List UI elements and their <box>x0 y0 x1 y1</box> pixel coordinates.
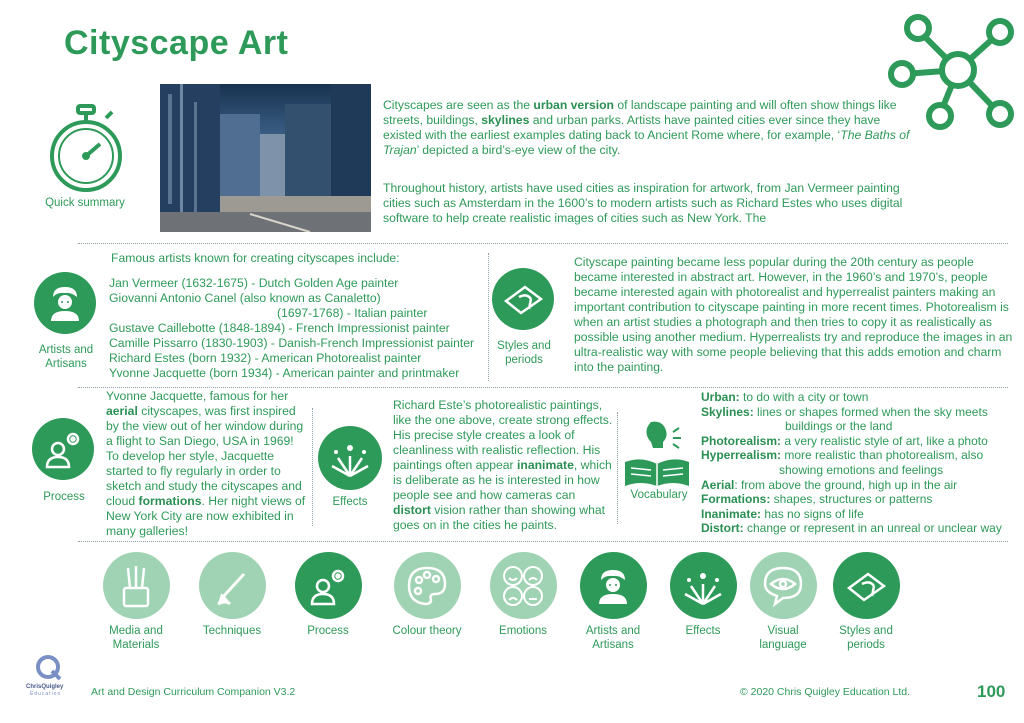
reading-book-icon <box>623 418 693 488</box>
styles-periods-nav[interactable] <box>821 552 911 652</box>
page-title: Cityscape Art <box>64 24 289 62</box>
footer-left: Art and Design Curriculum Companion V3.2 <box>91 686 296 698</box>
pencil-icon <box>199 552 266 619</box>
logo-text: ChrisQuigley <box>26 684 64 690</box>
artists-intro: Famous artists known for creating cityscapes include: <box>111 251 400 265</box>
effects-nav[interactable] <box>658 552 748 639</box>
logo-subtext: Education <box>30 691 62 697</box>
vocabulary-list <box>701 390 1021 536</box>
list-item: Camille Pissarro (1830-1903) - Danish-French Impressionist painter <box>109 336 475 350</box>
effects-text: Richard Este’s photorealistic paintings, like the one above, create strong effects. His precise style creates a look of cleanliness with realistic reflection. His paintings often appear inanimate, which is deliberate as he is interested in how people see and how cameras can distort vision rather than showing what goes on in the cities he paints. <box>393 398 613 532</box>
divider <box>617 412 618 524</box>
process-label: Process <box>43 491 85 503</box>
footer-right: © 2020 Chris Quigley Education Ltd. <box>740 686 910 698</box>
artists-label: Artists and Artisans <box>38 344 94 370</box>
divider <box>78 541 1008 542</box>
person-gear-icon <box>295 552 362 619</box>
list-item: (1697-1768) - Italian painter <box>277 306 428 320</box>
bottom-label: Process <box>307 625 349 637</box>
divider <box>312 408 313 526</box>
bottom-label: Techniques <box>202 625 262 637</box>
list-item: Formations: shapes, structures or patterns <box>701 492 933 507</box>
divider <box>78 387 1008 388</box>
list-item: Inanimate: has no signs of life <box>701 506 864 521</box>
bottom-label: Artists and Artisans <box>585 625 641 651</box>
mortarboard-icon <box>492 268 554 330</box>
summary-paragraph-1: Cityscapes are seen as the urban version of landscape painting and will often show things like streets, buildings, skylines and urban parks. Artists have painted cities ever since they have existed with the earliest examples dating back to Ancient Rome where, for example, ‘The Baths of Trajan’ depicted a bird’s-eye view of the city. <box>383 98 910 157</box>
emotions-nav[interactable] <box>478 552 568 639</box>
artist-portrait-icon <box>580 552 647 619</box>
list-item: Richard Estes (born 1932) - American Photorealist painter <box>109 351 422 365</box>
colour-theory-nav[interactable] <box>382 552 472 639</box>
media-materials-nav[interactable] <box>91 552 181 652</box>
stopwatch-icon <box>48 104 124 192</box>
process-text: Yvonne Jacquette, famous for her aerial cityscapes, was first inspired by the view out of her window during a flight to San Diego, USA in 1969! To develop her style, Jacquette started to fly regularly in order to sketch and study the cityscapes and cloud formations. Her night views of New York City are now exhibited in many galleries! <box>106 389 306 538</box>
paintbrush-jar-icon <box>103 552 170 619</box>
bottom-label: Media and Materials <box>109 625 163 651</box>
effects-label: Effects <box>332 496 368 508</box>
process-nav[interactable] <box>283 552 373 639</box>
list-item: Yvonne Jacquette (born 1934) - American painter and printmaker <box>109 366 460 380</box>
palette-icon <box>394 552 461 619</box>
list-item: Gustave Caillebotte (1848-1894) - French Impressionist painter <box>109 321 450 335</box>
fireworks-icon <box>670 552 737 619</box>
fireworks-icon <box>318 426 382 490</box>
list-item: Aerial: from above the ground, high up in the air <box>701 477 958 492</box>
bottom-label: Effects <box>685 625 721 637</box>
artists-artisans-nav[interactable] <box>568 552 658 652</box>
artist-portrait-icon <box>34 272 96 334</box>
eye-speech-icon <box>750 552 817 619</box>
list-item: Urban: to do with a city or town <box>701 390 869 404</box>
list-item: Hyperrealism: more realistic than photorealism, also <box>701 448 984 463</box>
bottom-label: Emotions <box>499 625 547 637</box>
styles-text: Cityscape painting became less popular during the 20th century as people became interested in abstract art. However, in the 1960’s and 1970’s, people became interested again with photorealist and hyperrealist painters making an important contribution to cityscape painting in more recent times. Photorealism is when an artist studies a photograph and then tries to copy it as realistically as possible using another medium. Hyperrealists try and reproduce the images in an ultra-realistic way with some people believing that this adds emotion and charm into the painting. <box>574 255 1013 374</box>
chris-quigley-logo-icon <box>34 655 64 681</box>
visual-language-nav[interactable] <box>738 552 828 652</box>
vocabulary-label: Vocabulary <box>630 489 688 501</box>
list-item: Skylines: lines or shapes formed when the sky meets <box>701 404 988 419</box>
mortarboard-icon <box>833 552 900 619</box>
faces-icon <box>490 552 557 619</box>
list-item: Distort: change or represent in an unreal or unclear way <box>701 521 1002 536</box>
styles-label: Styles and periods <box>497 340 551 366</box>
list-item: Jan Vermeer (1632-1675) - Dutch Golden Age painter <box>109 276 399 290</box>
summary-paragraph-2: Throughout history, artists have used cities as inspiration for artwork, from Jan Vermeer painting cities such as Amsterdam in the 1600’s to modern artists such as Richard Estes who uses digital software to help create realistic images of cities such as New York. The <box>383 181 903 225</box>
list-item: Photorealism: a very realistic style of art, like a photo <box>701 433 988 448</box>
list-item: Giovanni Antonio Canel (also known as Canaletto) <box>109 291 381 305</box>
list-item: showing emotions and feelings <box>779 462 944 477</box>
cityscape-photo <box>160 84 371 232</box>
bottom-label: Colour theory <box>392 625 462 637</box>
bottom-label: Visual language <box>759 625 807 651</box>
bottom-label: Styles and periods <box>839 625 893 651</box>
quick-summary-label: Quick summary <box>45 197 125 209</box>
list-item: buildings or the land <box>785 419 893 434</box>
person-gear-icon <box>32 418 94 480</box>
page-number: 100 <box>977 682 1006 701</box>
techniques-nav[interactable] <box>187 552 277 639</box>
artists-list <box>109 276 489 381</box>
divider <box>78 243 1008 244</box>
